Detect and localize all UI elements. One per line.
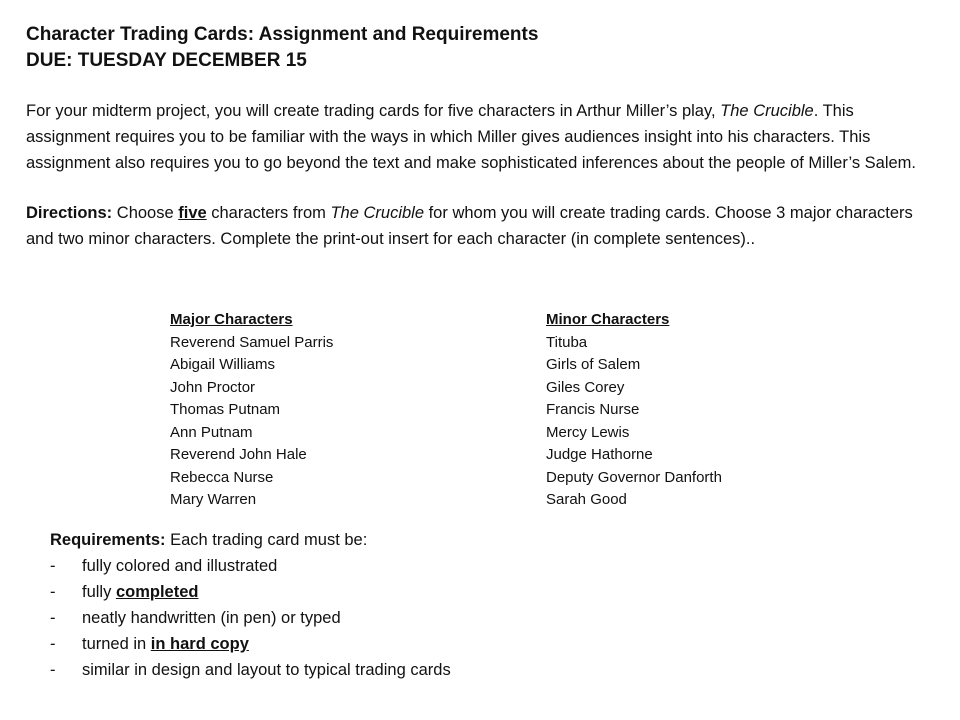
list-item	[50, 657, 451, 683]
requirements-section	[50, 527, 451, 683]
list-item	[50, 579, 451, 605]
requirement-text: fully	[82, 583, 116, 601]
list-item: Ann Putnam	[170, 423, 253, 441]
requirements-list	[50, 553, 451, 683]
major-characters-list	[170, 309, 333, 512]
directions-play-title: The Crucible	[330, 204, 425, 222]
minor-characters-heading: Minor Characters	[546, 311, 670, 328]
requirements-intro-text: Each trading card must be:	[165, 531, 368, 549]
list-item	[50, 605, 451, 631]
list-item: Mercy Lewis	[546, 423, 630, 441]
list-item: Abigail Williams	[170, 356, 276, 373]
spacer	[26, 74, 926, 98]
list-item: Francis Nurse	[546, 401, 640, 418]
list-item: Mary Warren	[170, 491, 257, 508]
requirements-intro	[50, 527, 451, 553]
directions-text-2: characters from	[206, 204, 331, 222]
list-item: Girls of Salem	[546, 356, 641, 373]
intro-paragraph	[26, 98, 926, 176]
dash-bullet: -	[50, 557, 56, 575]
play-title: The Crucible	[720, 102, 814, 120]
directions-five: five	[178, 204, 207, 222]
assignment-document	[26, 22, 926, 679]
list-item: Deputy Governor Danforth	[546, 468, 722, 486]
list-item	[50, 631, 451, 657]
directions-label: Directions:	[26, 204, 113, 222]
due-date: DUE: TUESDAY DECEMBER 15	[26, 50, 307, 71]
list-item: John Proctor	[170, 378, 256, 396]
spacer	[26, 176, 926, 200]
list-item: Reverend John Hale	[170, 446, 307, 463]
directions-text-3: for whom you will create trading cards. Choose 3 major characters and two minor characters. Complete the print-out insert for each character (in complete sentences)..	[26, 204, 913, 248]
requirement-text: turned in	[82, 635, 151, 653]
list-item: Rebecca Nurse	[170, 468, 274, 486]
directions-paragraph	[26, 200, 926, 252]
list-item	[50, 553, 451, 579]
minor-characters-list	[546, 309, 722, 512]
intro-text-1: For your midterm project, you will create trading cards for five characters in Arthur Miller’s play,	[26, 102, 721, 120]
page-title: Character Trading Cards: Assignment and Requirements	[26, 24, 539, 45]
dash-bullet: -	[50, 661, 56, 679]
list-item: Sarah Good	[546, 491, 627, 508]
requirement-text: fully colored and illustrated	[82, 557, 278, 575]
requirement-emphasis: completed	[115, 583, 199, 601]
requirement-text: similar in design and layout to typical trading cards	[82, 661, 451, 679]
requirements-label: Requirements:	[50, 531, 166, 549]
requirement-emphasis: in hard copy	[150, 635, 249, 653]
directions-text-1: Choose	[112, 204, 179, 222]
dash-bullet: -	[50, 635, 56, 653]
list-item: Judge Hathorne	[546, 446, 653, 463]
requirement-text: neatly handwritten (in pen) or typed	[82, 609, 341, 627]
list-item: Giles Corey	[546, 378, 625, 396]
list-item: Reverend Samuel Parris	[170, 333, 334, 351]
dash-bullet: -	[50, 583, 56, 601]
list-item: Tituba	[546, 333, 588, 351]
intro-text-2: . This assignment requires you to be familiar with the ways in which Miller gives audiences insight into his characters. This assignment also requires you to go beyond the text and make sophisticated inferences about the people of Miller’s Salem.	[26, 102, 917, 172]
list-item: Thomas Putnam	[170, 401, 281, 418]
major-characters-heading: Major Characters	[170, 311, 293, 328]
dash-bullet: -	[50, 609, 56, 627]
